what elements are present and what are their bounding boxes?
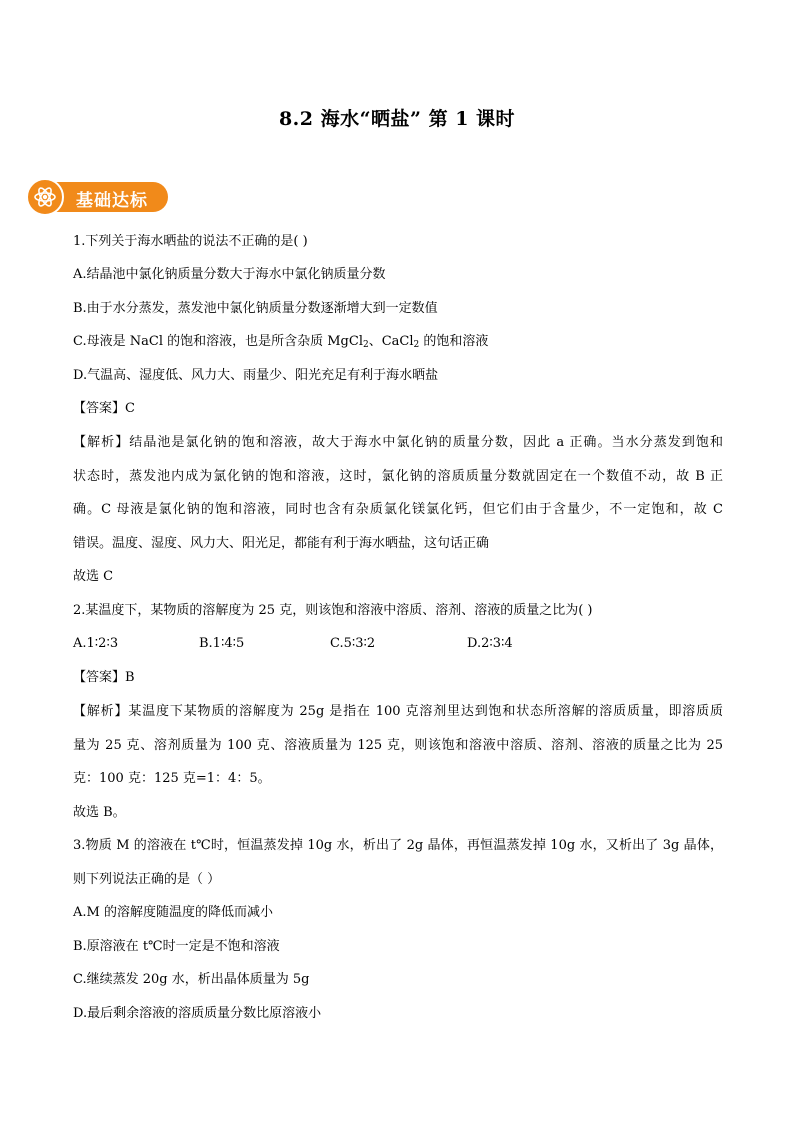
q1-stem: 1.下列关于海水晒盐的说法不正确的是( ) [73,234,308,249]
q2-option-a: A.1∶2∶3 [73,636,119,651]
q2-options [73,636,723,652]
q1-option-a: A.结晶池中氯化钠质量分数大于海水中氯化钠质量分数 [73,267,386,282]
atom-icon [26,178,64,216]
q2-analysis: 【解析】某温度下某物质的溶解度为 25g 是指在 100 克溶剂里达到饱和状态所溶解的溶质质量，即溶质质 量为 25 克、溶剂质量为 100 克、溶液质量为 125 克，则该饱和溶液中溶质、溶剂、溶液的质量之比为 25 克：100 克：125 克=1：4：5。 [73,704,723,787]
q2-stem: 2.某温度下，某物质的溶解度为 25 克，则该饱和溶液中溶质、溶剂、溶液的质量之比为( ) [73,603,593,618]
q3-stem: 3.物质 M 的溶液在 t℃时，恒温蒸发掉 10g 水，析出了 2g 晶体，再恒温蒸发掉 10g 水，又析出了 3g 晶体， 则下列说法正确的是（ ） [73,838,723,887]
q3-option-c: C.继续蒸发 20g 水，析出晶体质量为 5g [73,972,310,987]
page-title: 8.2 海水“晒盐” 第 1 课时 [278,108,516,130]
q1-option-d: D.气温高、湿度低、风力大、雨量少、阳光充足有利于海水晒盐 [73,368,439,383]
q1-option-b: B.由于水分蒸发，蒸发池中氯化钠质量分数逐渐增大到一定数值 [73,301,438,316]
q3-option-d: D.最后剩余溶液的溶质质量分数比原溶液小 [73,1006,322,1021]
q3-option-a: A.M 的溶解度随温度的降低而减小 [73,905,273,920]
q1-conclusion: 故选 C [73,569,114,584]
q2-option-c: C.5∶3∶2 [330,636,376,651]
q1-answer: 【答案】C [73,401,135,416]
section-title: 基础达标 [76,191,148,211]
q1-analysis: 【解析】结晶池是氯化钠的饱和溶液，故大于海水中氯化钠的质量分数，因此 a 正确。当水分蒸发到饱和 状态时，蒸发池内成为氯化钠的饱和溶液，这时，氯化钠的溶质质量分数就固定在一个数值不动，故 B 正 确。C 母液是氯化钠的饱和溶液，同时也含有杂质氯化镁氯化钙，但它们由于含量少，不一定饱和，故 C 错误。温度、湿度、风力大、阳光足，都能有利于海水晒盐，这句话正确 [73,435,723,551]
q2-answer: 【答案】B [73,670,135,685]
section-banner [26,178,168,216]
q1-option-c: C.母液是 NaCl 的饱和溶液，也是所含杂质 MgCl$_2$、CaCl$_2$ 的饱和溶液 [73,334,489,350]
q2-conclusion: 故选 B。 [73,805,126,820]
q2-option-b: B.1∶4∶5 [199,636,245,651]
q2-option-d: D.2∶3∶4 [467,636,513,651]
q3-option-b: B.原溶液在 t℃时一定是不饱和溶液 [73,939,280,954]
